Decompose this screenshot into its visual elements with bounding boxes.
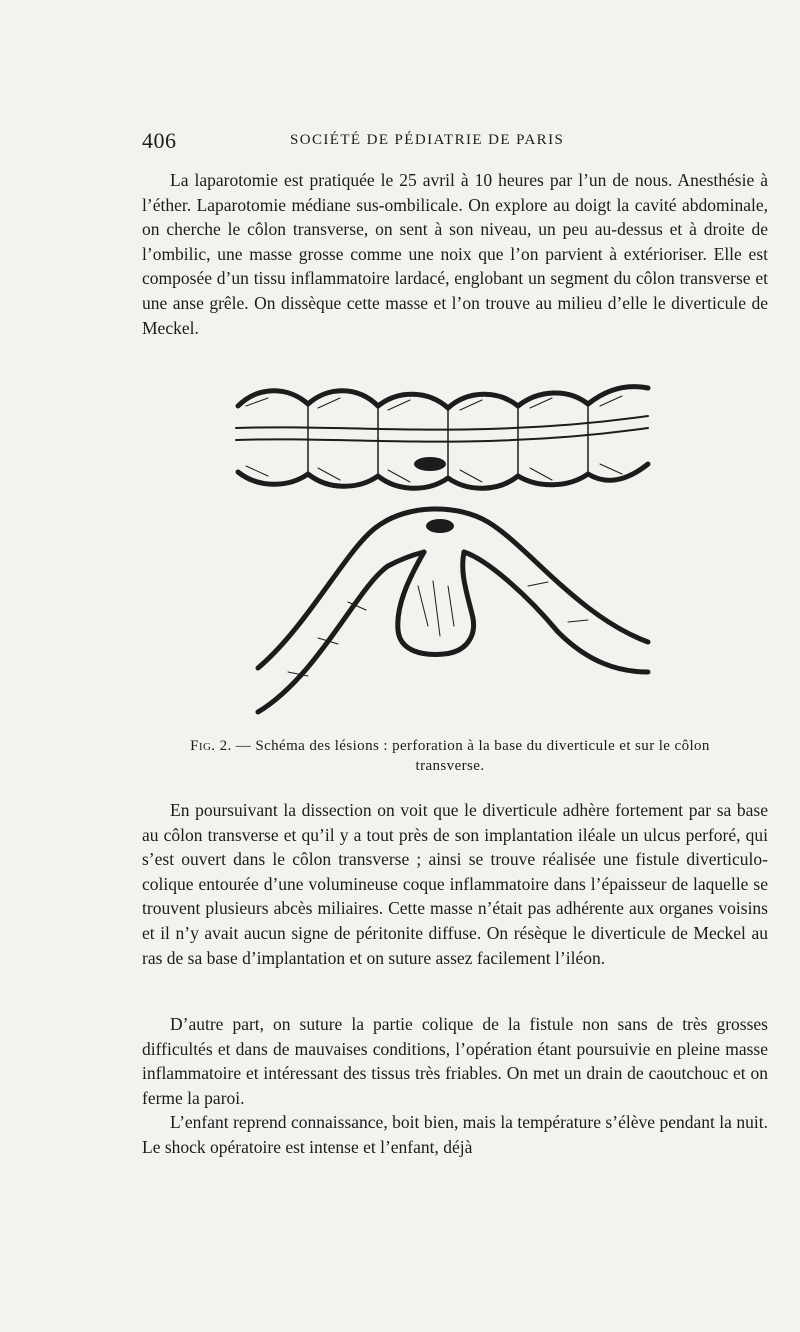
figure-caption-text: — Schéma des lésions : perforation à la base du diverticule et sur le côlon transverse. [231,738,710,774]
figure-caption [180,736,720,776]
paragraph-1: La laparotomie est pratiquée le 25 avril à 10 heures par l’un de nous. Anesthésie à l’éther. Laparotomie médiane sus-ombilicale. On explore au doigt la cavité abdominale, on cherche le côlon transverse, on sent à son niveau, un peu au-dessus et à droite de l’ombilic, une masse grosse comme une noix que l’on parvient à extérioriser. Elle est composée d’un tissu inflammatoire lardacé, englobant un segment du côlon transverse et une anse grêle. On dissèque cette masse et l’on trouve au milieu d’elle le diverticule de Meckel. [142,170,768,338]
page-header [142,128,602,158]
figure-lesion-diagram [228,376,658,721]
page-number: 406 [142,128,177,153]
colon-transverse [236,387,648,489]
meckel-diverticulum [398,552,474,654]
lesion-illustration [228,376,658,721]
colon-perforation [414,457,446,471]
paragraph-3: D’autre part, on suture la partie colique de la fistule non sans de très grosses difficultés et dans de mauvaises conditions, l’opération étant poursuivie en pleine masse inflammatoire et intéressant des tissus très friables. On met un drain de caoutchouc et on ferme la paroi. [142,1014,768,1108]
ileal-loop [258,509,648,712]
paragraph-4: L’enfant reprend connaissance, boit bien, mais la température s’élève pendant la nuit. Le shock opératoire est intense et l’enfant, déjà [142,1112,768,1157]
ileal-perforation [426,519,454,533]
paragraph-2: En poursuivant la dissection on voit que le diverticule adhère fortement par sa base au côlon transverse et qu’il y a tout près de son implantation iléale un ulcus perforé, qui s’est ouvert dans le côlon transverse ; ainsi se trouve réalisée une fistule diverticulo-colique entourée d’une volumineuse coque inflammatoire dans l’épaisseur de laquelle se trouvent plusieurs abcès miliaires. Cette masse n’était pas adhérente aux organes voisins et il n’y avait aucun signe de péritonite diffuse. On résèque le diverticule de Meckel au ras de sa base d’implantation et on suture assez facilement l’iléon. [142,800,768,968]
figure-label: Fig. 2. [190,738,232,754]
running-head: SOCIÉTÉ DE PÉDIATRIE DE PARIS [290,132,565,148]
